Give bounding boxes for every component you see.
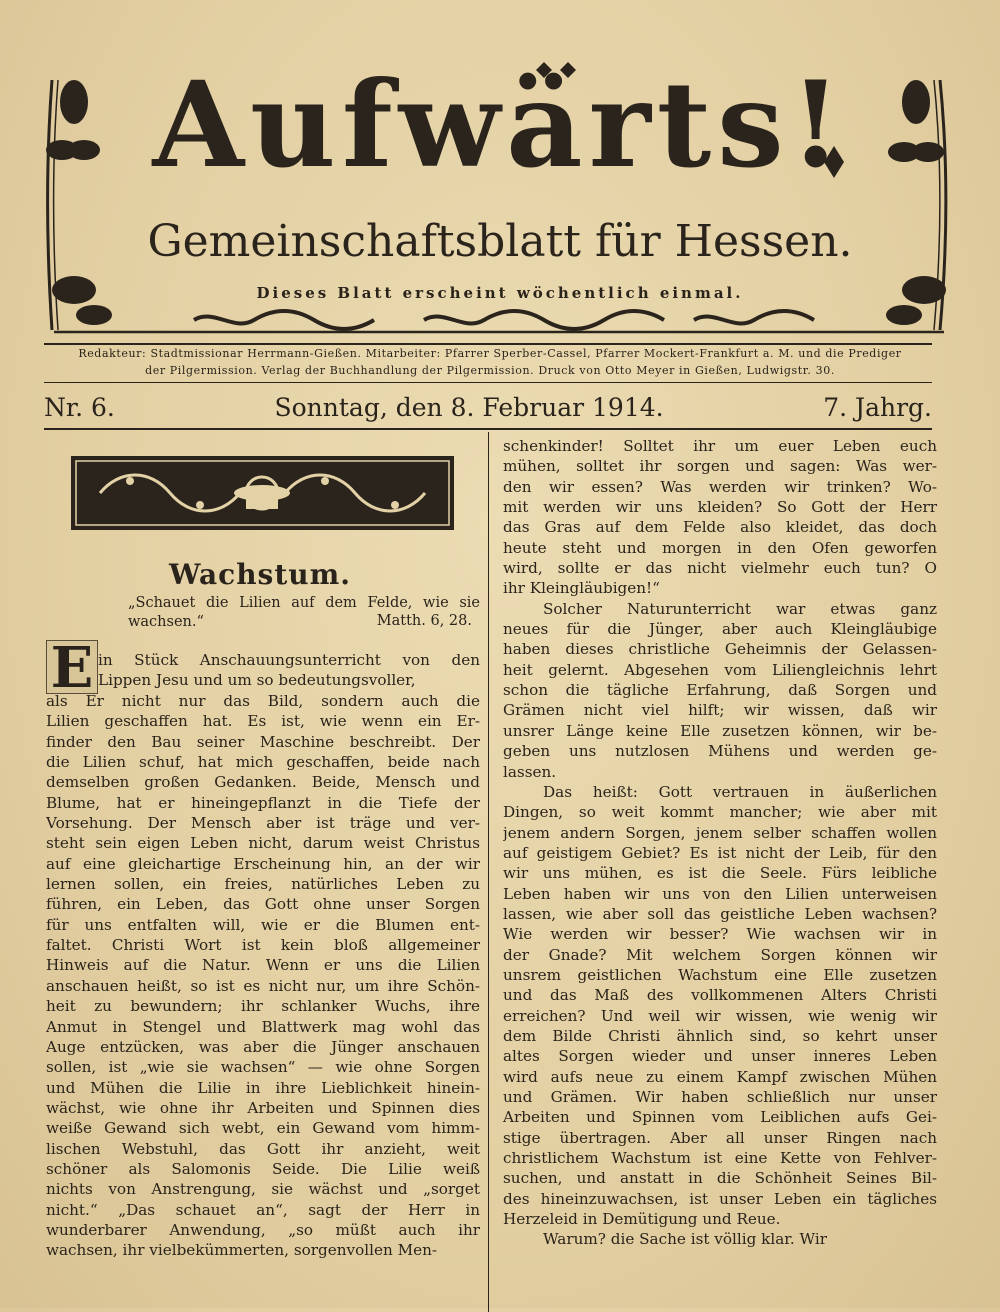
article-epigraph: „Schauet die Lilien auf dem Felde, wie sie wachsen.“ — [128, 595, 480, 630]
text-line: Herzeleid in Demütigung und Reue. — [503, 1210, 781, 1229]
text-line: Grämen nicht viel hilft; wir wissen, daß wir — [503, 701, 937, 720]
text-line: faltet. Christi Wort ist kein bloß allgemeiner — [46, 936, 480, 955]
editors-credit — [50, 345, 930, 379]
text-line: unsrer Länge keine Elle zusetzen können, wir be- — [503, 721, 937, 740]
text-line: Dingen, so weit kommt mancher; wie aber mit — [503, 803, 937, 822]
text-line: wir uns mühen, es ist die Seele. Fürs leibliche — [503, 864, 937, 883]
masthead-tagline: Dieses Blatt erscheint wöchentlich einmal. — [256, 284, 744, 302]
text-line: das Gras auf dem Felde also kleidet, das doch — [503, 518, 937, 537]
text-line: und das Maß des vollkommenen Alters Christi — [503, 986, 937, 1005]
text-line: jenem andern Sorgen, jenem selber schaffen wollen — [503, 823, 937, 842]
drop-cap: E — [46, 640, 98, 694]
text-line: schöner als Salomonis Seide. Die Lilie weiß — [46, 1159, 480, 1178]
text-line: lassen. — [503, 762, 557, 781]
text-line: haben dieses christliche Geheimnis der Gelassen- — [503, 640, 937, 659]
text-line: führen, ein Leben, das Gott ohne unser Sorgen — [46, 895, 480, 914]
text-line: stige übertragen. Aber all unser Ringen nach — [503, 1128, 937, 1147]
masthead-subtitle: Gemeinschaftsblatt für Hessen. — [147, 216, 853, 267]
column-divider — [488, 432, 489, 1312]
text-line: in Stück Anschauungsunterricht von den — [98, 651, 480, 669]
text-line: lassen, wie aber soll das geistliche Leben wachsen? — [503, 904, 937, 923]
text-line: altes Sorgen wieder und unser inneres Leben — [503, 1047, 937, 1066]
text-line: finder den Bau seiner Maschine beschreibt. Der — [46, 732, 480, 751]
text-line: Arbeiten und Spinnen vom Leiblichen aufs Gei- — [503, 1108, 937, 1127]
text-line: steht sein eigen Leben nicht, darum weist Christus — [46, 834, 480, 853]
text-line: mit werden wir uns kleiden? So Gott der Herr — [503, 498, 937, 517]
text-line: sollen, ist „wie sie wachsen“ — wie ohne Sorgen — [46, 1058, 480, 1077]
divider — [44, 382, 932, 383]
text-line: heute steht und morgen in den Ofen geworfen — [503, 538, 937, 557]
text-line: und Grämen. Wir haben schließlich nur unser — [503, 1088, 937, 1106]
text-line: ihr Kleingläubigen!“ — [503, 579, 660, 598]
text-line: Wie werden wir besser? Wie wachsen wir in — [503, 925, 937, 944]
text-line: wird, sollte er das nicht vielmehr euch tun? O — [503, 559, 937, 578]
text-line: nicht.“ „Das schauet an“, sagt der Herr in — [46, 1200, 480, 1219]
text-line: Anmut in Stengel und Blattwerk mag wohl das — [46, 1017, 480, 1036]
scroll-ornament — [194, 311, 814, 329]
text-line: mühen, solltet ihr sorgen und sagen: Was wer- — [503, 457, 937, 476]
text-line: lernen sollen, ein freies, natürliches Leben zu — [46, 875, 480, 894]
article-right-column — [503, 436, 937, 1250]
text-line: wird aufs neue zu einem Kampf zwischen Mühen — [503, 1067, 937, 1086]
text-line: dem Bilde Christi ähnlich sind, so kehrt unser — [503, 1026, 937, 1045]
text-line: nichts von Anstrengung, sie wächst und „sorget — [46, 1180, 480, 1199]
text-line: der Gnade? Mit welchem Sorgen können wir — [503, 945, 937, 964]
divider — [44, 428, 932, 430]
text-line: anschauen heißt, so ist es nicht nur, um ihre Schön- — [46, 976, 480, 995]
text-line: auf eine gleichartige Erscheinung hin, an der wir — [46, 854, 480, 873]
text-line: unsrem geistlichen Wachstum eine Elle zusetzen — [503, 965, 937, 984]
text-line: lischen Webstuhl, das Gott ihr anzieht, weit — [46, 1139, 480, 1158]
text-line: erreichen? Und weil wir wissen, wie wenig wir — [503, 1006, 937, 1025]
text-line: schenkinder! Solltet ihr um euer Leben euch — [503, 437, 937, 455]
text-line: heit gelernt. Abgesehen vom Liliengleichnis lehrt — [503, 660, 937, 679]
text-line: christlichem Wachstum ist eine Kette von Fehlver- — [503, 1149, 937, 1168]
text-line: suchen, und anstatt in die Schönheit Seines Bil- — [503, 1169, 937, 1188]
text-line: und Mühen die Lilie in ihre Lieblichkeit hinein- — [46, 1078, 480, 1097]
text-line: die Lilien schuf, hat mich geschaffen, beide nach — [46, 753, 480, 772]
text-line: schon die tägliche Erfahrung, daß Sorgen und — [503, 681, 937, 700]
masthead-title: Aufwärts! — [152, 55, 848, 194]
text-line: wächst, wie ohne ihr Arbeiten und Spinnen dies — [46, 1098, 480, 1117]
article-left-column — [46, 691, 480, 1261]
article-title: Wachstum. — [169, 558, 351, 591]
editors-line: Redakteur: Stadtmissionar Herrmann-Gießen. Mitarbeiter: Pfarrer Sperber-Cassel, Pfarrer Mockert-Frankfurt a. M. und die Prediger — [78, 347, 902, 360]
epigraph-reference: Matth. 6, 28. — [376, 613, 472, 629]
text-line: Vorsehung. Der Mensch aber ist träge und ver- — [46, 814, 480, 833]
decorative-header-ornament — [70, 455, 455, 531]
text-line: auf geistigem Gebiet? Es ist nicht der Leib, für den — [503, 843, 937, 862]
text-line: Auge entzücken, was aber die Jünger anschauen — [46, 1037, 480, 1056]
text-line: Leben haben wir uns von den Lilien unterweisen — [503, 884, 937, 903]
text-line: wunderbarer Anwendung, „so müßt auch ihr — [46, 1220, 480, 1239]
text-line: demselben großen Gedanken. Beide, Mensch und — [46, 773, 480, 792]
article-intro-text — [98, 650, 480, 691]
text-line: für uns entfalten will, wie er die Blumen ent- — [46, 915, 480, 934]
text-line: Das heißt: Gott vertrauen in äußerlichen — [543, 782, 937, 801]
text-line: wachsen, ihr vielbekümmerten, sorgenvollen Men- — [46, 1241, 438, 1260]
issue-volume: 7. Jahrg. — [823, 392, 932, 422]
text-line: Lippen Jesu und um so bedeutungsvoller, — [98, 671, 416, 690]
text-line: geben uns nutzlosen Mühens und werden ge- — [503, 742, 937, 761]
text-line: Hinweis auf die Natur. Wenn er uns die Lilien — [46, 956, 480, 975]
issue-info-row — [44, 390, 932, 424]
text-line: Blume, hat er hineingepflanzt in die Tiefe der — [46, 793, 480, 812]
text-line: heit zu bewundern; ihr schlanker Wuchs, ihre — [46, 997, 480, 1016]
text-line: weiße Gewand sich webt, ein Gewand vom himm- — [46, 1119, 480, 1138]
text-line: des hineinzuwachsen, ist unser Leben ein tägliches — [503, 1189, 937, 1208]
text-line: als Er nicht nur das Bild, sondern auch die — [46, 692, 480, 710]
text-line: Warum? die Sache ist völlig klar. Wir — [543, 1230, 827, 1249]
issue-date: Sonntag, den 8. Februar 1914. — [274, 392, 664, 422]
text-line: Lilien geschaffen hat. Es ist, wie wenn ein Er- — [46, 712, 480, 731]
text-line: neues für die Jünger, aber auch Kleingläubige — [503, 620, 937, 639]
issue-number: Nr. 6. — [44, 392, 115, 422]
text-line: den wir essen? Was werden wir trinken? Wo- — [503, 477, 937, 496]
text-line: Solcher Naturunterricht war etwas ganz — [543, 599, 937, 618]
editors-line: der Pilgermission. Verlag der Buchhandlung der Pilgermission. Druck von Otto Meyer in Gießen, Ludwigstr. 30. — [145, 364, 835, 377]
